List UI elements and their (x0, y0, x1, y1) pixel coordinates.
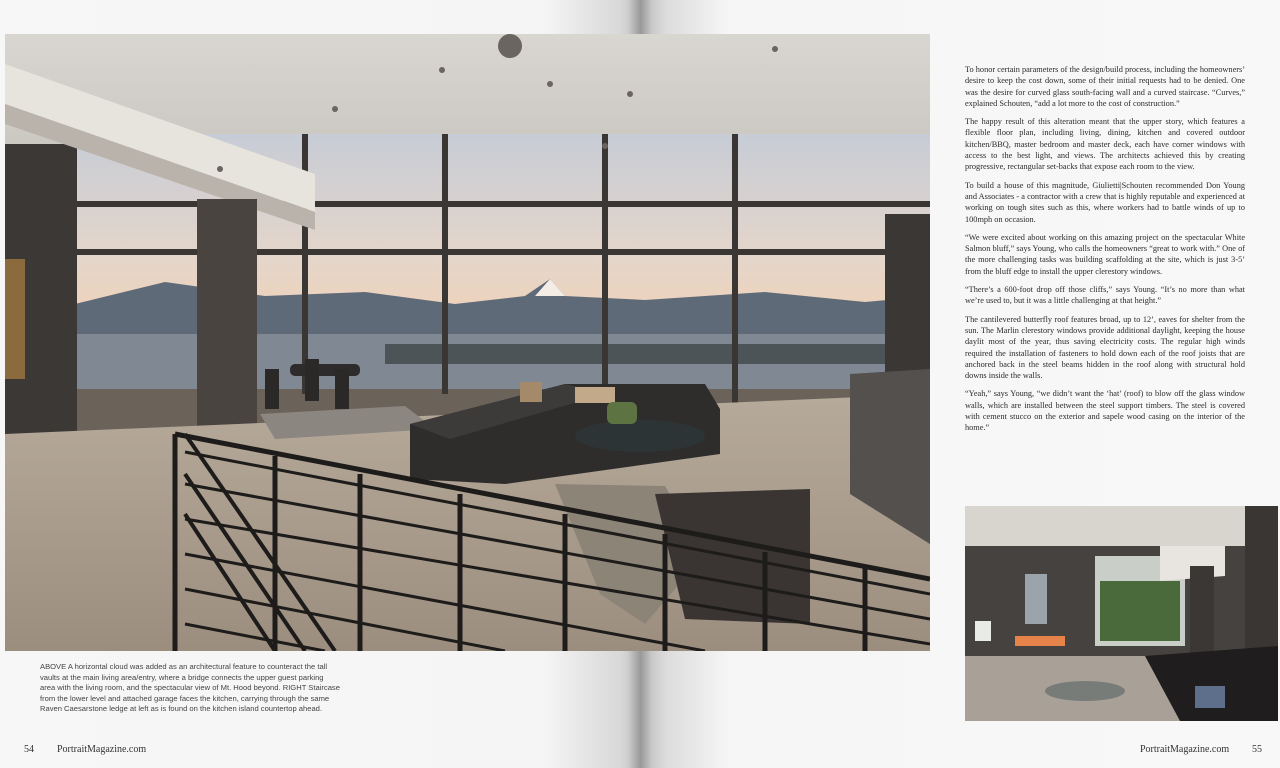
paragraph: “We were excited about working on this amazing project on the spectacular White Salmon bluff,” says Young, who calls the homeowners “great to work with.” One of the more challenging tasks was building scaffolding at the site, which is just 3-5’ from the bluff edge to install the upper clerestory windows. (965, 232, 1245, 276)
right-page-number: 55 (1252, 744, 1262, 755)
paragraph: To honor certain parameters of the design/build process, including the homeowners’ desire to keep the cost down, some of their initial requests had to be denied. One was the desire for curved glass south-facing wall and a curved staircase. “Curves,” explained Schouten, “add a lot more to the cost of construction.” (965, 65, 1245, 108)
photo-caption (40, 662, 340, 715)
right-site-name: PortraitMagazine.com (1140, 744, 1230, 755)
left-site-name: PortraitMagazine.com (57, 744, 147, 755)
staircase-kitchen-photo (965, 506, 1278, 721)
paragraph: “There’s a 600-foot drop off those cliffs,” says Young. “It’s no more than what we’re used to, but it was a little challenging at that height.” (965, 285, 1245, 306)
caption-text: ABOVE A horizontal cloud was added as an architectural feature to counteract the tall vaults at the main living area/entry, where a bridge connects the upper guest parking area with the living room, and the spectacular view of Mt. Hood beyond. RIGHT Staircase from the lower level and attached garage faces the kitchen, carrying through the same Raven Caesarstone ledge at left as is found on the kitchen island countertop ahead. (40, 662, 340, 714)
living-room-photo (5, 34, 930, 651)
article-body (965, 64, 1245, 441)
paragraph: “Yeah,” says Young, “we didn’t want the ‘hat’ (roof) to blow off the glass window walls, which are installed between the steel support timbers. The steel is covered with cement stucco on the exterior and sapele wood casing on the interior of the home.” (965, 389, 1245, 433)
paragraph: The happy result of this alteration meant that the upper story, which features a flexible floor plan, including living, dining, kitchen and covered outdoor kitchen/BBQ, master bedroom and master deck, each have corner windows with access to the best light, and views. The architects achieved this by creating progressive, rectangular set-backs that expose each room to the view. (965, 117, 1245, 172)
left-page-number: 54 (24, 744, 34, 755)
paragraph: To build a house of this magnitude, Giulietti|Schouten recommended Don Young and Associates - a contractor with a crew that is highly reputable and experienced at working on tough sites such as this, where workers had to battle winds of up to 100mph on occasion. (965, 180, 1245, 224)
paragraph: The cantilevered butterfly roof features broad, up to 12’, eaves for shelter from the sun. The Marlin clerestory windows provide additional daylight, keeping the house daylit most of the year, thus saving electricity costs. The regular high winds required the installation of fasteners to hold down each of the roof joists that are anchored back in the steel beams hidden in the roof along with structural hold downs inside the walls. (965, 314, 1245, 381)
